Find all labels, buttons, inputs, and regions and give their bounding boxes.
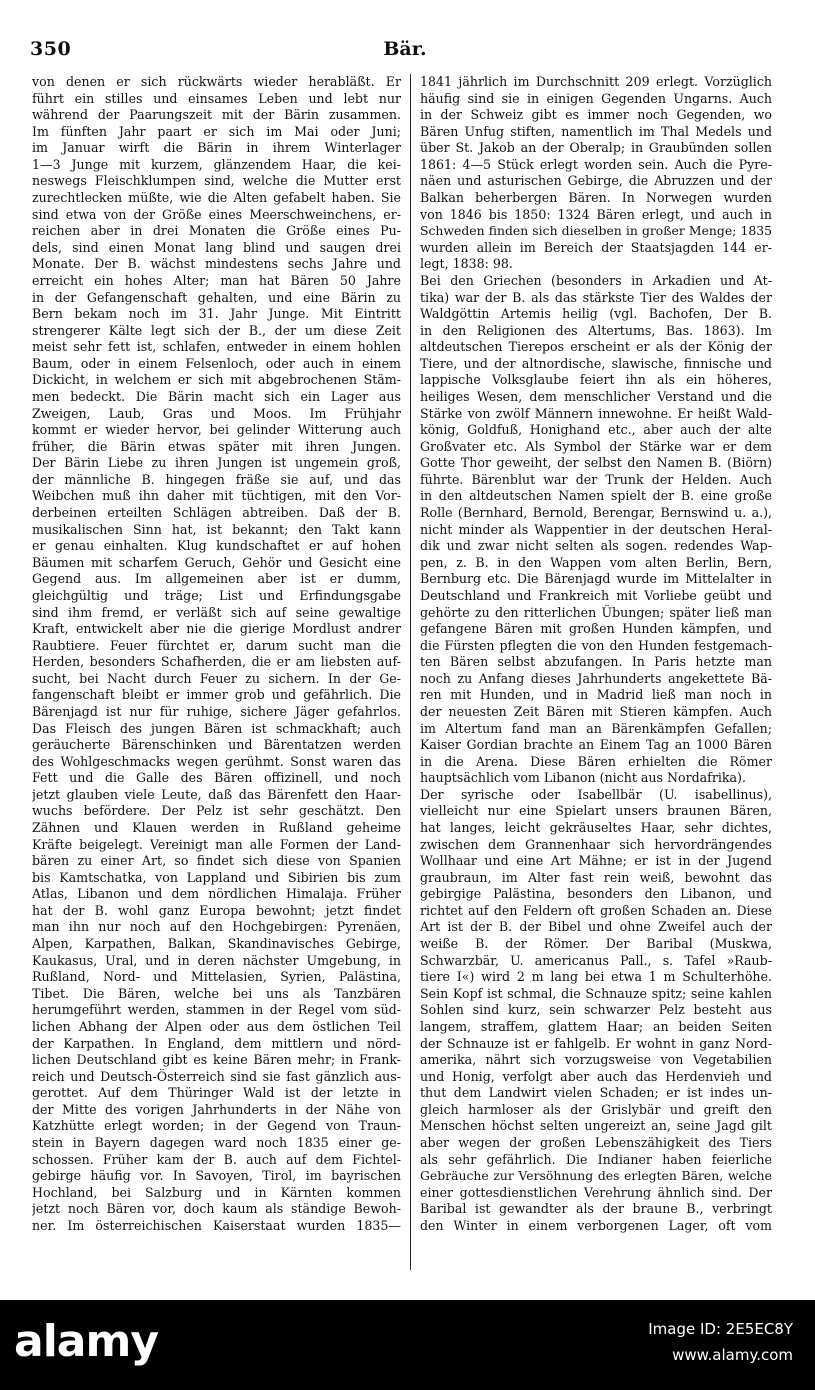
text-line: 1841 jährlich im Durchschnitt 209 erlegt. Vorzüglich <box>420 74 772 89</box>
text-line: Art ist der B. der Bibel und ohne Zweifel auch der <box>420 919 772 935</box>
text-line: gerottet. Auf dem Thüringer Wald ist der letzte in <box>32 1085 401 1101</box>
text-line: Kraft, entwickelt aber nie die gierige Mordlust andrer <box>32 621 401 637</box>
text-line: gleich harmloser als der Grislybär und greift den <box>420 1101 772 1117</box>
text-line: Bernburg etc. Die Bärenjagd wurde im Mittelalter in <box>420 571 772 587</box>
text-line: Gebräuche zur Versöhnung des erlegten Bären, welche <box>420 1168 772 1184</box>
text-line: ner. Im österreichischen Kaiserstaat wurden 1835— <box>32 1217 401 1233</box>
text-line: heiliges Wesen, dem menschlicher Verstand und die <box>420 388 772 404</box>
text-line: thut dem Landwirt vielen Schaden; er ist indes un- <box>420 1085 772 1101</box>
text-line: Der syrische oder Isabellbär (U. isabellinus), <box>420 786 772 802</box>
text-line: 1—3 Junge mit kurzem, glänzendem Haar, die kei- <box>32 156 401 172</box>
text-line: graubraun, im Alter fast rein weiß, bewohnt das <box>420 869 772 885</box>
text-line: in der Gefangenschaft gehalten, und eine Bärin zu <box>32 289 401 305</box>
text-line: Das Fleisch des jungen Bären ist schmackhaft; auch <box>32 720 401 736</box>
text-line: Alpen, Karpathen, Balkan, Skandinavisches Gebirge, <box>32 936 401 952</box>
text-line: lappische Volksglaube feiert ihn als ein höheres, <box>420 372 772 388</box>
text-line: von 1846 bis 1850: 1324 Bären erlegt, und auch in <box>420 206 772 222</box>
text-line: Dickicht, in welchem er sich mit abgebrochenen Stäm- <box>32 372 401 388</box>
text-line: Kräfte beigelegt. Vereinigt man alle Formen der Land- <box>32 836 401 852</box>
text-line: bären zu einer Art, so findet sich diese von Spanien <box>32 853 401 869</box>
text-line: reichen aber in drei Monaten die Größe eines Pu- <box>32 223 401 239</box>
text-line: häufig sind sie in einigen Gegenden Ungarns. Auch <box>420 90 772 106</box>
text-line: Bei den Griechen (besonders in Arkadien und At- <box>420 272 772 288</box>
text-line: die Fürsten pflegten die von den Hunden festgemach- <box>420 637 772 653</box>
text-line: Raubtiere. Feuer fürchtet er, darum sucht man die <box>32 637 401 653</box>
text-line: den Winter in einem verborgenen Lager, oft vom <box>420 1217 772 1233</box>
running-head: Bär. <box>383 38 427 60</box>
text-line: dels, sind einen Monat lang blind und saugen drei <box>32 239 401 255</box>
text-line: strengerer Kälte legt sich der B., der um diese Zeit <box>32 322 401 338</box>
text-line: Sohlen sind kurz, sein schwarzer Pelz besteht aus <box>420 1002 772 1018</box>
text-line: Kaukasus, Ural, und in deren nächster Umgebung, in <box>32 952 401 968</box>
text-line: früher, die Bärin etwas später mit ihren Jungen. <box>32 438 401 454</box>
text-line: ten Bären selbst abzufangen. In Paris hetzte man <box>420 654 772 670</box>
text-line: jetzt noch Bären vor, doch kaum als ständige Bewoh- <box>32 1201 401 1217</box>
text-line: Hochland, bei Salzburg und in Kärnten kommen <box>32 1184 401 1200</box>
text-line: Baribal ist gewandter als der braune B., verbringt <box>420 1201 772 1217</box>
text-line: Weibchen muß ihn daher mit tüchtigen, mit den Vor- <box>32 488 401 504</box>
text-line: Rolle (Bernhard, Bernold, Berengar, Bernswind u. a.), <box>420 505 772 521</box>
text-line: und Honig, verfolgt aber auch das Herdenvieh und <box>420 1068 772 1084</box>
text-line: sucht, bei Nacht durch Feuer zu sichern. In der Ge- <box>32 670 401 686</box>
text-line: legt, 1838: 98. <box>420 256 513 272</box>
text-line: 1861: 4—5 Stück erlegt worden sein. Auch die Pyre- <box>420 156 772 172</box>
text-line: Bären Unfug stiften, namentlich im Thal Medels und <box>420 123 772 139</box>
text-line: schossen. Früher kam der B. auch auf dem Fichtel- <box>32 1151 401 1167</box>
text-line: Stärke von zwölf Männern innewohne. Er heißt Wald- <box>420 405 772 421</box>
text-line: Waldgöttin Artemis heilig (vgl. Bachofen, Der B. <box>420 306 772 322</box>
text-line: Zähnen und Klauen werden in Rußland geheime <box>32 820 401 836</box>
text-line: musikalischen Sinn hat, ist bekannt; den Takt kann <box>32 521 401 537</box>
text-line: Bäumen mit scharfem Geruch, Gehör und Gesicht eine <box>32 554 401 570</box>
text-line: Im fünften Jahr paart er sich im Mai oder Juni; <box>32 123 401 139</box>
text-line: lichen Deutschland gibt es keine Bären mehr; in Frank- <box>32 1052 401 1068</box>
text-line: meist sehr fett ist, schlafen, entweder in einem hohlen <box>32 339 401 355</box>
text-line: gehörte zu den ritterlichen Übungen; später ließ man <box>420 604 772 620</box>
text-line: nicht minder als Wappentier in der deutschen Heral- <box>420 521 772 537</box>
text-line: Herden, besonders Schafherden, die er am liebsten auf- <box>32 654 401 670</box>
text-line: Schweden finden sich dieselben in großer Menge; 1835 <box>420 223 772 239</box>
text-line: man ihn nur noch auf den Hochgebirgen: Pyrenäen, <box>32 919 401 935</box>
text-line: gleichgültig und träge; List und Erfindungsgabe <box>32 587 401 603</box>
text-line: tika) war der B. als das stärkste Tier des Waldes der <box>420 289 772 305</box>
text-line: Gegend aus. Im allgemeinen aber ist er dumm, <box>32 571 401 587</box>
text-line: Zweigen, Laub, Gras und Moos. Im Frühjahr <box>32 405 401 421</box>
text-line: der Mitte des vorigen Jahrhunderts in der Nähe von <box>32 1101 401 1117</box>
text-line: des Wohlgeschmacks wegen gerühmt. Sonst waren das <box>32 753 401 769</box>
text-line: stein in Bayern dagegen ward noch 1835 einer ge- <box>32 1135 401 1150</box>
text-line: Sein Kopf ist schmal, die Schnauze spitz; seine kahlen <box>420 985 772 1001</box>
text-line: in der Schweiz gibt es immer noch Gegenden, wo <box>420 107 772 123</box>
text-line: Großvater etc. Als Symbol der Stärke war er dem <box>420 438 772 454</box>
text-line: der neuesten Zeit Bären mit Stieren kämpfen. Auch <box>420 703 772 719</box>
text-line: Monate. Der B. wächst mindestens sechs Jahre und <box>32 256 401 272</box>
text-line: Schwarzbär, U. americanus Pall., s. Tafel »Raub- <box>420 952 772 968</box>
text-line: langem, straffem, glattem Haar; an beiden Seiten <box>420 1018 772 1034</box>
text-line: erreicht ein hohes Alter; man hat Bären 50 Jahre <box>32 272 401 288</box>
text-line: in den altdeutschen Namen spielt der B. eine große <box>420 488 772 504</box>
text-line: gefangene Bären mit großen Hunden kämpfen, und <box>420 621 772 637</box>
text-line: einer gottesdienstlichen Verehrung ähnlich sind. Der <box>420 1184 772 1200</box>
text-line: neswegs Fleischklumpen sind, welche die Mutter erst <box>32 173 401 189</box>
text-line: Katzhütte erlegt worden; in der Gegend von Traun- <box>32 1118 401 1134</box>
text-line: tiere I«) wird 2 m lang bei etwa 1 m Schulterhöhe. <box>420 969 772 985</box>
text-line: hat der B. wohl ganz Europa bewohnt; jetzt findet <box>32 902 401 918</box>
text-line: von denen er sich rückwärts wieder herabläßt. Er <box>32 74 401 89</box>
text-line: der Karpathen. In England, dem mittlern und nörd- <box>32 1035 401 1051</box>
page-number: 350 <box>30 38 72 60</box>
text-line: zurechtlecken müßte, wie die Alten gefabelt haben. Sie <box>32 190 401 206</box>
text-line: führte. Bärenblut war der Trunk der Helden. Auch <box>420 471 772 487</box>
watermark-banner <box>0 1300 815 1390</box>
text-line: vielleicht nur eine Spielart unsers braunen Bären, <box>420 803 772 819</box>
text-line: Balkan beherbergen Bären. In Norwegen wurden <box>420 190 772 206</box>
text-line: Rußland, Nord- und Mittelasien, Syrien, Palästina, <box>32 969 401 985</box>
text-line: reich und Deutsch-Österreich sind sie fast gänzlich aus- <box>32 1068 401 1084</box>
watermark-logo: alamy <box>14 1316 158 1367</box>
text-line: noch zu Anfang dieses Jahrhunderts angekettete Bä- <box>420 670 772 686</box>
text-line: Bärenjagd ist nur für ruhige, sichere Jäger gefahrlos. <box>32 703 401 719</box>
right-column <box>420 74 772 1274</box>
text-line: pen, z. B. in den Wappen vom alten Berlin, Bern, <box>420 554 772 570</box>
text-line: im Januar wirft die Bärin in ihrem Winterlager <box>32 140 401 156</box>
text-line: herumgeführt werden, stammen in der Regel vom süd- <box>32 1002 401 1018</box>
text-line: wuchs befördere. Der Pelz ist sehr geschätzt. Den <box>32 803 401 819</box>
left-column <box>32 74 401 1274</box>
text-line: im Altertum fand man an Bärenkämpfen Gefallen; <box>420 720 772 736</box>
text-line: näen und asturischen Gebirge, die Abruzzen und der <box>420 173 772 189</box>
text-line: hauptsächlich vom Libanon (nicht aus Nordafrika). <box>420 770 746 786</box>
text-line: Deutschland und Frankreich mit Vorliebe geübt und <box>420 587 772 603</box>
text-line: Baum, oder in einem Felsenloch, oder auch in einem <box>32 355 401 371</box>
text-line: wurden allein im Bereich der Staatsjagden 144 er- <box>420 239 772 255</box>
text-line: sind etwa von der Größe eines Meerschweinchens, er- <box>32 206 401 222</box>
text-line: Kaiser Gordian brachte an Einem Tag an 1000 Bären <box>420 737 772 753</box>
text-line: in den Religionen des Altertums, Bas. 1863). Im <box>420 322 772 338</box>
text-line: kommt er wieder hervor, bei gelinder Witterung auch <box>32 422 401 438</box>
text-line: fangenschaft bleibt er immer grob und gefährlich. Die <box>32 687 401 703</box>
image-id-label: Image ID: 2E5EC8Y <box>648 1320 793 1338</box>
text-line: lichen Abhang der Alpen oder aus dem östlichen Teil <box>32 1018 401 1034</box>
text-line: hat langes, leicht gekräuseltes Haar, sehr dichtes, <box>420 820 772 836</box>
text-line: als sehr gefährlich. Die Indianer haben feierliche <box>420 1151 772 1167</box>
text-line: richtet auf den Feldern oft großen Schaden an. Diese <box>420 902 772 918</box>
text-line: Gotte Thor geweiht, der selbst den Namen B. (Biörn) <box>420 455 772 471</box>
text-line: Tiere, und der altnordische, slawische, finnische und <box>420 355 772 371</box>
text-line: gebirgige Palästina, besonders den Libanon, und <box>420 886 772 902</box>
text-line: Fett und die Galle des Bären offizinell, und noch <box>32 770 401 786</box>
text-line: Atlas, Libanon und dem nördlichen Himalaja. Früher <box>32 886 401 902</box>
watermark-url: www.alamy.com <box>672 1346 793 1364</box>
text-line: zwischen dem Grannenhaar sich hervordrängendes <box>420 836 772 852</box>
text-line: der Schnauze ist er fahlgelb. Er wohnt in ganz Nord- <box>420 1035 772 1051</box>
column-divider <box>410 74 411 1270</box>
text-line: geräucherte Bärenschinken und Bärentatzen werden <box>32 737 401 753</box>
text-line: über St. Jakob an der Oberalp; in Graubünden sollen <box>420 140 772 156</box>
text-line: ren mit Hunden, und in Madrid ließ man noch in <box>420 687 772 703</box>
text-line: führt ein stilles und einsames Leben und lebt nur <box>32 90 401 106</box>
text-line: Bern bekam noch im 31. Jahr Junge. Mit Eintritt <box>32 306 401 322</box>
text-line: gebirge häufig vor. In Savoyen, Tirol, im bayrischen <box>32 1168 401 1184</box>
text-line: Menschen höchst selten ungereizt an, seine Jagd gilt <box>420 1118 772 1134</box>
text-line: sind ihm fremd, er verläßt sich auf seine gewaltige <box>32 604 401 620</box>
text-line: der männliche B. hingegen fräße sie auf, und das <box>32 471 401 487</box>
text-line: amerika, nährt sich vorzugsweise von Vegetabilien <box>420 1052 772 1068</box>
page-header <box>30 38 780 62</box>
text-line: weiße B. der Römer. Der Baribal (Muskwa, <box>420 936 772 952</box>
text-line: men bedeckt. Die Bärin macht sich ein Lager aus <box>32 388 401 404</box>
text-line: altdeutschen Tierepos erscheint er als der König der <box>420 339 772 355</box>
text-line: während der Paarungszeit mit der Bärin zusammen. <box>32 107 401 123</box>
text-line: aber wegen der großen Lebenszähigkeit des Tiers <box>420 1135 772 1150</box>
text-line: Wollhaar und eine Art Mähne; er ist in der Jugend <box>420 853 772 869</box>
text-line: Tibet. Die Bären, welche bei uns als Tanzbären <box>32 985 401 1001</box>
text-line: dik und zwar nicht selten als sogen. redendes Wap- <box>420 538 772 554</box>
text-line: in die Arena. Diese Bären erhielten die Römer <box>420 753 772 769</box>
text-line: er genau einhalten. Klug kundschaftet er auf hohen <box>32 538 401 554</box>
text-line: bis Kamtschatka, von Lappland und Sibirien bis zum <box>32 869 401 885</box>
text-line: könig, Goldfuß, Honighand etc., aber auch der alte <box>420 422 772 438</box>
text-line: jetzt glauben viele Leute, daß das Bärenfett den Haar- <box>32 786 401 802</box>
text-line: derbeinen erteilten Schlägen abtreiben. Daß der B. <box>32 505 401 521</box>
text-line: Der Bärin Liebe zu ihren Jungen ist ungemein groß, <box>32 455 401 471</box>
